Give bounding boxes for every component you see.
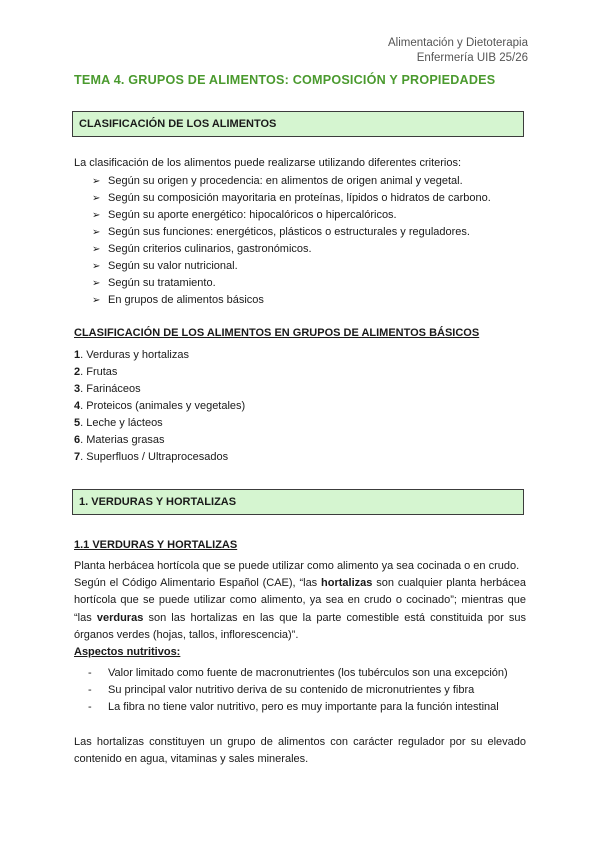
groups-heading: CLASIFICACIÓN DE LOS ALIMENTOS EN GRUPOS DE ALIMENTOS BÁSICOS <box>74 327 480 339</box>
paragraph-line: Planta herbácea hortícola que se puede utilizar como alimento ya sea cocinada o en crudo. <box>74 560 520 572</box>
group-item: 6. Materias grasas <box>74 434 165 446</box>
group-item: 2. Frutas <box>74 366 118 378</box>
criteria-item: ➢ Según su composición mayoritaria en proteínas, lípidos o hidratos de carbono. <box>92 190 491 207</box>
group-label: Farináceos <box>86 383 141 395</box>
dash-bullet: - <box>88 667 92 679</box>
page-header <box>388 36 528 66</box>
group-label: Materias grasas <box>86 434 165 446</box>
group-item: 3. Farináceos <box>74 383 141 395</box>
dash-bullet: - <box>88 684 92 696</box>
group-label: Verduras y hortalizas <box>86 349 189 361</box>
criteria-item: ➢ En grupos de alimentos básicos <box>92 292 491 309</box>
groups-list <box>74 347 245 466</box>
criteria-list <box>92 173 491 309</box>
group-item: 5. Leche y lácteos <box>74 417 163 429</box>
body-paragraph <box>74 558 526 661</box>
arrow-bullet-icon: ➢ <box>92 295 101 306</box>
term-hortalizas: hortalizas <box>321 577 373 590</box>
criteria-item: ➢ Según su aporte energético: hipocalóricos o hipercalóricos. <box>92 207 491 224</box>
aspects-list <box>88 665 508 716</box>
group-label: Proteicos (animales y vegetales) <box>86 400 246 412</box>
aspect-item: - Su principal valor nutritivo deriva de su contenido de micronutrientes y fibra <box>88 682 508 699</box>
program-name: Enfermería UIB 25/26 <box>416 52 528 64</box>
criteria-item: ➢ Según su origen y procedencia: en alimentos de origen animal y vegetal. <box>92 173 491 190</box>
criteria-item: ➢ Según sus funciones: energéticos, plásticos o estructurales y reguladores. <box>92 224 491 241</box>
group-number: 7 <box>74 451 81 463</box>
course-name: Alimentación y Dietoterapia <box>388 37 528 49</box>
group-number: 4 <box>74 400 81 412</box>
group-label: Leche y lácteos <box>86 417 163 429</box>
arrow-bullet-icon: ➢ <box>92 261 101 272</box>
criteria-item: ➢ Según su tratamiento. <box>92 275 491 292</box>
subsection-heading: 1.1 VERDURAS Y HORTALIZAS <box>74 539 238 551</box>
arrow-bullet-icon: ➢ <box>92 227 101 238</box>
arrow-bullet-icon: ➢ <box>92 176 101 187</box>
paragraph-cae: Según el Código Alimentario Español (CAE), “las hortalizas son cualquier planta herbácea hortícola que se puede utilizar como alimento, ya sea en crudo o cocinado”; mientras que “las verduras son las hortalizas en las que la parte comestible está constituida por sus órganos verdes (hojas, tallos, inflorescencia)”. <box>74 577 526 641</box>
group-label: Superfluos / Ultraprocesados <box>86 451 229 463</box>
group-label: Frutas <box>86 366 118 378</box>
section-heading-box <box>72 489 524 515</box>
term-verduras: verduras <box>96 611 144 624</box>
document-title: TEMA 4. GRUPOS DE ALIMENTOS: COMPOSICIÓN Y PROPIEDADES <box>74 73 496 87</box>
group-number: 5 <box>74 417 81 429</box>
dash-bullet: - <box>88 701 92 713</box>
aspect-item: - Valor limitado como fuente de macronutrientes (los tubérculos son una excepción) <box>88 665 508 682</box>
group-item: 7. Superfluos / Ultraprocesados <box>74 451 229 463</box>
aspect-item: - La fibra no tiene valor nutritivo, pero es muy importante para la función intestinal <box>88 699 508 716</box>
group-item: 1. Verduras y hortalizas <box>74 349 189 361</box>
group-number: 2 <box>74 366 81 378</box>
criteria-item: ➢ Según su valor nutricional. <box>92 258 491 275</box>
group-number: 6 <box>74 434 81 446</box>
arrow-bullet-icon: ➢ <box>92 278 101 289</box>
section-heading: 1. VERDURAS Y HORTALIZAS <box>79 496 237 508</box>
arrow-bullet-icon: ➢ <box>92 193 101 204</box>
aspects-heading: Aspectos nutritivos: <box>74 646 181 659</box>
group-number: 1 <box>74 349 81 361</box>
group-item: 4. Proteicos (animales y vegetales) <box>74 400 246 412</box>
section-heading: CLASIFICACIÓN DE LOS ALIMENTOS <box>79 118 277 130</box>
criteria-item: ➢ Según criterios culinarios, gastronómicos. <box>92 241 491 258</box>
group-number: 3 <box>74 383 81 395</box>
section-heading-box <box>72 111 524 137</box>
arrow-bullet-icon: ➢ <box>92 210 101 221</box>
arrow-bullet-icon: ➢ <box>92 244 101 255</box>
closing-paragraph: Las hortalizas constituyen un grupo de alimentos con carácter regulador por su elevado contenido en agua, vitaminas y sales minerales. <box>74 736 526 766</box>
intro-paragraph: La clasificación de los alimentos puede realizarse utilizando diferentes criterios: <box>74 157 462 169</box>
